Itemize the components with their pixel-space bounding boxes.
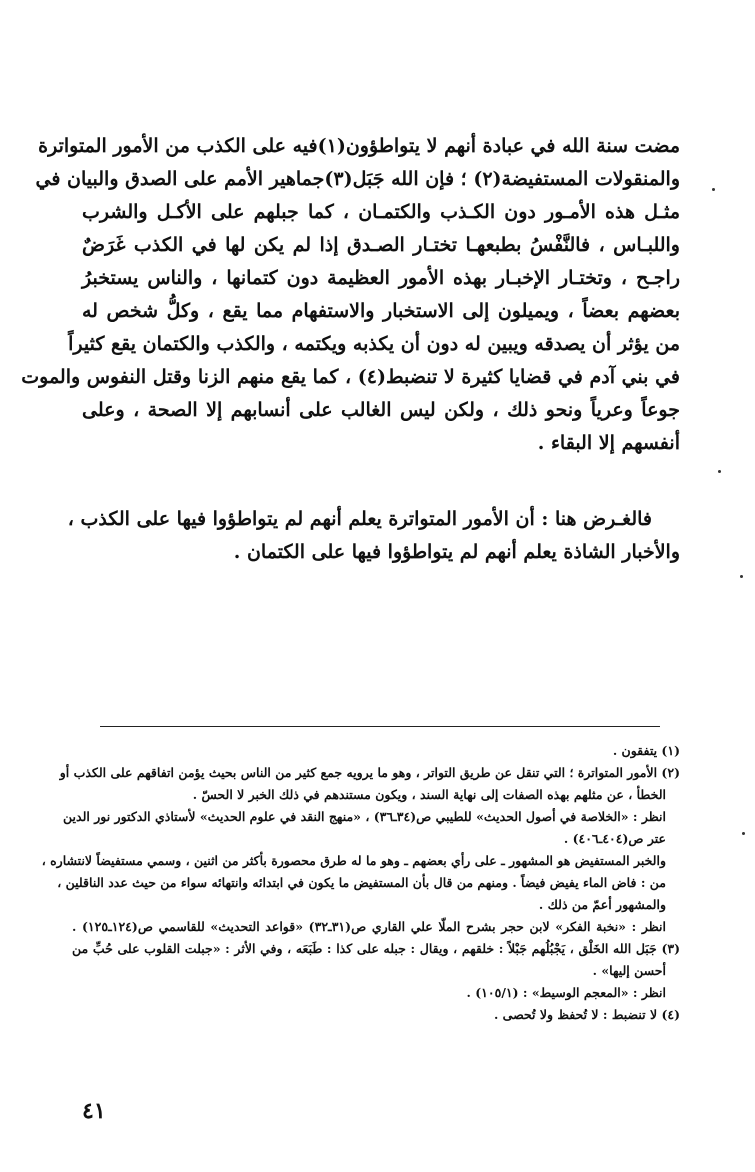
scan-mark <box>742 832 745 835</box>
footnote-line: انظر : «المعجم الوسيط» : (١٠٥/١) . <box>466 985 666 1000</box>
footnote-line: والخبر المستفيض هو المشهور ـ على رأي بعضهم ـ وهو ما له طرق محصورة بأكثر من اثنين ، وسمي مستفيضاً لانتشاره ، <box>41 853 666 868</box>
body-line: في بني آدم في قضايا كثيرة لا تنضبط(٤) ، كما يقع منهم الزنا وقتل النفوس والموت <box>21 366 680 388</box>
body-line: جوعاً وعرياً ونحو ذلك ، ولكن ليس الغالب على أنسابهم إلا الصحة ، وعلى <box>82 399 680 421</box>
footnote-line: (٤) لا تنضبط : لا تُحفظ ولا تُحصى . <box>493 1007 680 1022</box>
body-line: مثـل هذه الأمـور دون الكـذب والكتمـان ، كما جبلهم على الأكـل والشرب <box>82 201 680 223</box>
footnote-line: عتر ص(٤٠٤ـ٤٠٦) . <box>563 831 666 846</box>
footnote-line: انظر : «الخلاصة في أصول الحديث» للطيبي ص(٣٤ـ٣٦) ، «منهج النقد في علوم الحديث» لأستاذي الدكتور نور الدين <box>63 809 666 824</box>
body-line: واللبـاس ، فالنَّفْسُ بطبعهـا تختـار الصـدق إذا لم يكن لها في الكذب غَرَضٌ <box>82 234 680 256</box>
body-line: راجـح ، وتختـار الإخبـار بهذه الأمور العظيمة دون كتمانها ، والناس يستخبرُ <box>82 267 680 289</box>
footnote-line: انظر : «نخبة الفكر» لابن حجر بشرح الملّا علي القاري ص(٣١ـ٣٢) «قواعد التحديث» للقاسمي ص(١٢٤ـ١٢٥) . <box>72 919 666 934</box>
scan-mark <box>740 575 743 578</box>
footnote-line: (١) يتفقون . <box>612 743 680 758</box>
page-number: ٤١ <box>82 1098 106 1124</box>
body-line: من يؤثر أن يصدقه ويبين له دون أن يكذبه ويكتمه ، والكذب والكتمان يقع كثيراً <box>68 333 680 355</box>
second-paragraph <box>67 503 680 569</box>
footnote-line: من : فاض الماء يفيض فيضاً . ومنهم من قال بأن المستفيض ما يكون في ابتدائه وانتهائه سواء من حيث عدد الناقلين ، <box>57 875 666 890</box>
main-paragraph <box>21 130 680 460</box>
scan-mark <box>718 470 721 473</box>
footnote-line: (٣) جَبَل الله الخَلْق ، يَجْبُلُهم جَبْلاً : خلقهم ، ويقال : جبله على كذا : طَبَعَه ، وفي الأثر : «جبلت القلوب على حُبِّ من <box>72 941 680 956</box>
footnote-line: أحسن إليها» . <box>592 963 666 978</box>
body-line: والمنقولات المستفيضة(٢) ؛ فإن الله جَبَل(٣)جماهير الأمم على الصدق والبيان في <box>35 168 680 190</box>
body-line: بعضهم بعضاً ، ويميلون إلى الاستخبار والاستفهام مما يقع ، وكلُّ شخص له <box>82 300 680 322</box>
footnote-line: الخطأ ، عن مثلهم بهذه الصفات إلى نهاية السند ، ويكون مستندهم في ذلك الخبر لا الحسّ . <box>192 787 666 802</box>
scan-mark <box>712 188 715 191</box>
footnote-separator <box>100 726 660 727</box>
footnotes <box>41 740 680 1026</box>
body-line: فالغـرض هنا : أن الأمور المتواترة يعلم أنهم لم يتواطؤوا فيها على الكذب ، <box>67 508 652 530</box>
body-line: مضت سنة الله في عبادة أنهم لا يتواطؤون(١)فيه على الكذب من الأمور المتواترة <box>38 135 680 157</box>
footnote-line: (٢) الأمور المتواترة ؛ التي تنقل عن طريق التواتر ، وهو ما يرويه جمع كثير من الناس بحيث يؤمن اتفاقهم على الكذب أو <box>59 765 680 780</box>
body-line: أنفسهم إلا البقاء . <box>537 432 680 454</box>
body-line: والأخبار الشاذة يعلم أنهم لم يتواطؤوا فيها على الكتمان . <box>233 541 680 563</box>
footnote-line: والمشهور أعمّ من ذلك . <box>538 897 666 912</box>
